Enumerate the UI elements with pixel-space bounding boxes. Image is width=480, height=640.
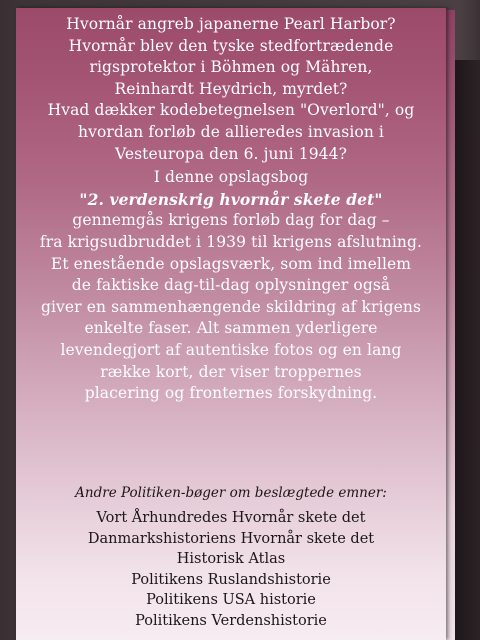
blurb-question-heydrich-1: Hvornår blev den tyske stedfortrædende bbox=[68, 36, 394, 55]
blurb-line-7: levendegjort af autentiske fotos og en lang bbox=[60, 340, 402, 359]
related-book-title: Politikens USA historie bbox=[146, 592, 316, 608]
related-book-title: Politikens Ruslandshistorie bbox=[131, 571, 331, 588]
related-books-section bbox=[16, 484, 446, 631]
blurb-intro: I denne opslagsbog bbox=[153, 168, 309, 187]
blurb-line-1: gennemgås krigens forløb dag for dag – bbox=[72, 211, 390, 230]
blurb-line-4: de faktiske dag-til-dag oplysninger også bbox=[71, 276, 391, 295]
book-shadow bbox=[452, 60, 480, 640]
blurb-question-heydrich-3: Reinhardt Heydrich, myrdet? bbox=[114, 79, 348, 98]
blurb-line-3: Et enestående opslagsværk, som ind imellem bbox=[50, 254, 412, 273]
blurb-question-heydrich-2: rigsprotektor i Böhmen og Mähren, bbox=[89, 58, 373, 77]
blurb-text bbox=[16, 14, 446, 405]
blurb-line-6: enkelte faser. Alt sammen yderligere bbox=[84, 319, 378, 338]
blurb-line-9: placering og fronternes forskydning. bbox=[84, 384, 378, 403]
blurb-question-overlord-3: Vesteuropa den 6. juni 1944? bbox=[114, 144, 348, 163]
blurb-line-8: række kort, der viser troppernes bbox=[100, 362, 362, 381]
related-book-title: Danmarkshistoriens Hvornår skete det bbox=[87, 530, 375, 547]
blurb-question-overlord-2: hvordan forløb de allieredes invasion i bbox=[78, 122, 384, 141]
related-books-heading: Andre Politiken-bøger om beslægtede emner: bbox=[75, 485, 387, 501]
related-book-title: Historisk Atlas bbox=[176, 551, 286, 567]
blurb-line-5: giver en sammenhængende skildring af krigens bbox=[40, 297, 422, 316]
blurb-question-overlord-1: Hvad dækker kodebetegnelsen "Overlord", og bbox=[47, 101, 415, 120]
blurb-line-2: fra krigsudbruddet i 1939 til krigens afslutning. bbox=[39, 232, 423, 251]
related-book-title: Vort Århundredes Hvornår skete det bbox=[96, 510, 366, 526]
blurb-book-title: "2. verdenskrig hvornår skete det" bbox=[79, 189, 383, 209]
blurb-question-pearl-harbor: Hvornår angreb japanerne Pearl Harbor? bbox=[66, 15, 396, 33]
related-book-title: Politikens Verdenshistorie bbox=[135, 612, 327, 629]
